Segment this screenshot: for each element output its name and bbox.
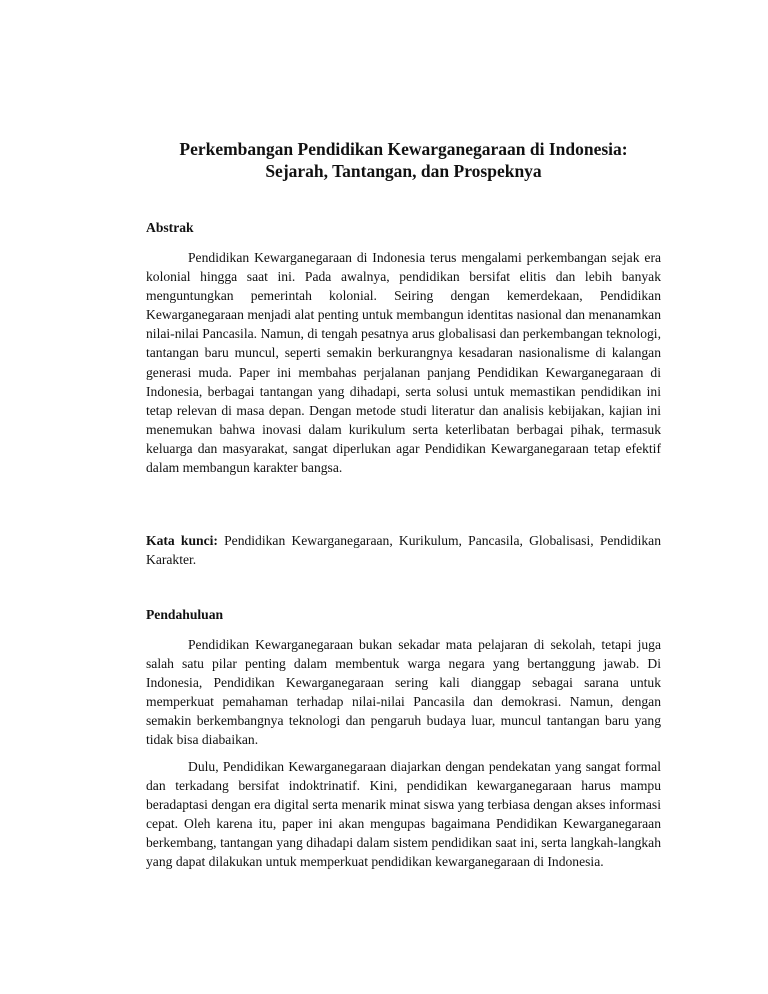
keywords-label: Kata kunci: <box>146 533 218 548</box>
keywords-text: Pendidikan Kewarganegaraan, Kurikulum, Pancasila, Globalisasi, Pendidikan Karakter. <box>146 533 661 568</box>
abstract-text: Pendidikan Kewarganegaraan di Indonesia terus mengalami perkembangan sejak era kolonial hingga saat ini. Pada awalnya, pendidikan bersifat elitis dan lebih banyak menguntungkan pemerintah kolonial. Seiring dengan kemerdekaan, Pendidikan Kewarganegaraan menjadi alat penting untuk membangun identitas nasional dan menanamkan nilai-nilai Pancasila. Namun, di tengah pesatnya arus globalisasi dan perkembangan teknologi, tantangan baru muncul, seperti semakin berkurangnya kesadaran nasionalisme di kalangan generasi muda. Paper ini membahas perjalanan panjang Pendidikan Kewarganegaraan di Indonesia, berbagai tantangan yang dihadapi, serta solusi untuk memastikan pendidikan ini tetap relevan di masa depan. Dengan metode studi literatur dan analisis kebijakan, kajian ini menemukan bahwa inovasi dalam kurikulum serta keterlibatan berbagai pihak, termasuk keluarga dan masyarakat, sangat diperlukan agar Pendidikan Kewarganegaraan tetap efektif dalam membangun karakter bangsa. <box>146 250 661 476</box>
abstract-heading: Abstrak <box>146 220 194 235</box>
introduction-heading: Pendahuluan <box>146 607 224 622</box>
introduction-paragraph-2: Dulu, Pendidikan Kewarganegaraan diajarkan dengan pendekatan yang sangat formal dan terkadang bersifat indoktrinatif. Kini, pendidikan kewarganegaraan harus mampu beradaptasi dengan era digital serta menarik minat siswa yang terbiasa dengan akses informasi cepat. Oleh karena itu, paper ini akan mengupas bagaimana Pendidikan Kewarganegaraan berkembang, tantangan yang dihadapi dalam sistem pendidikan saat ini, serta langkah-langkah yang dapat dilakukan untuk memperkuat pendidikan kewarganegaraan di Indonesia. <box>146 759 661 870</box>
title-line-2: Sejarah, Tantangan, dan Prospeknya <box>265 161 542 181</box>
paper-title <box>146 138 661 182</box>
title-line-1: Perkembangan Pendidikan Kewarganegaraan di Indonesia: <box>179 139 628 159</box>
introduction-paragraph-1: Pendidikan Kewarganegaraan bukan sekadar mata pelajaran di sekolah, tetapi juga salah satu pilar penting dalam membentuk warga negara yang bertanggung jawab. Di Indonesia, Pendidikan Kewarganegaraan sering kali dianggap sebagai sarana untuk memperkuat pemahaman terhadap nilai-nilai Pancasila dan demokrasi. Namun, dengan semakin berkembangnya teknologi dan pengaruh budaya luar, muncul tantangan baru yang tidak bisa diabaikan. <box>146 637 661 748</box>
keywords <box>146 531 661 569</box>
